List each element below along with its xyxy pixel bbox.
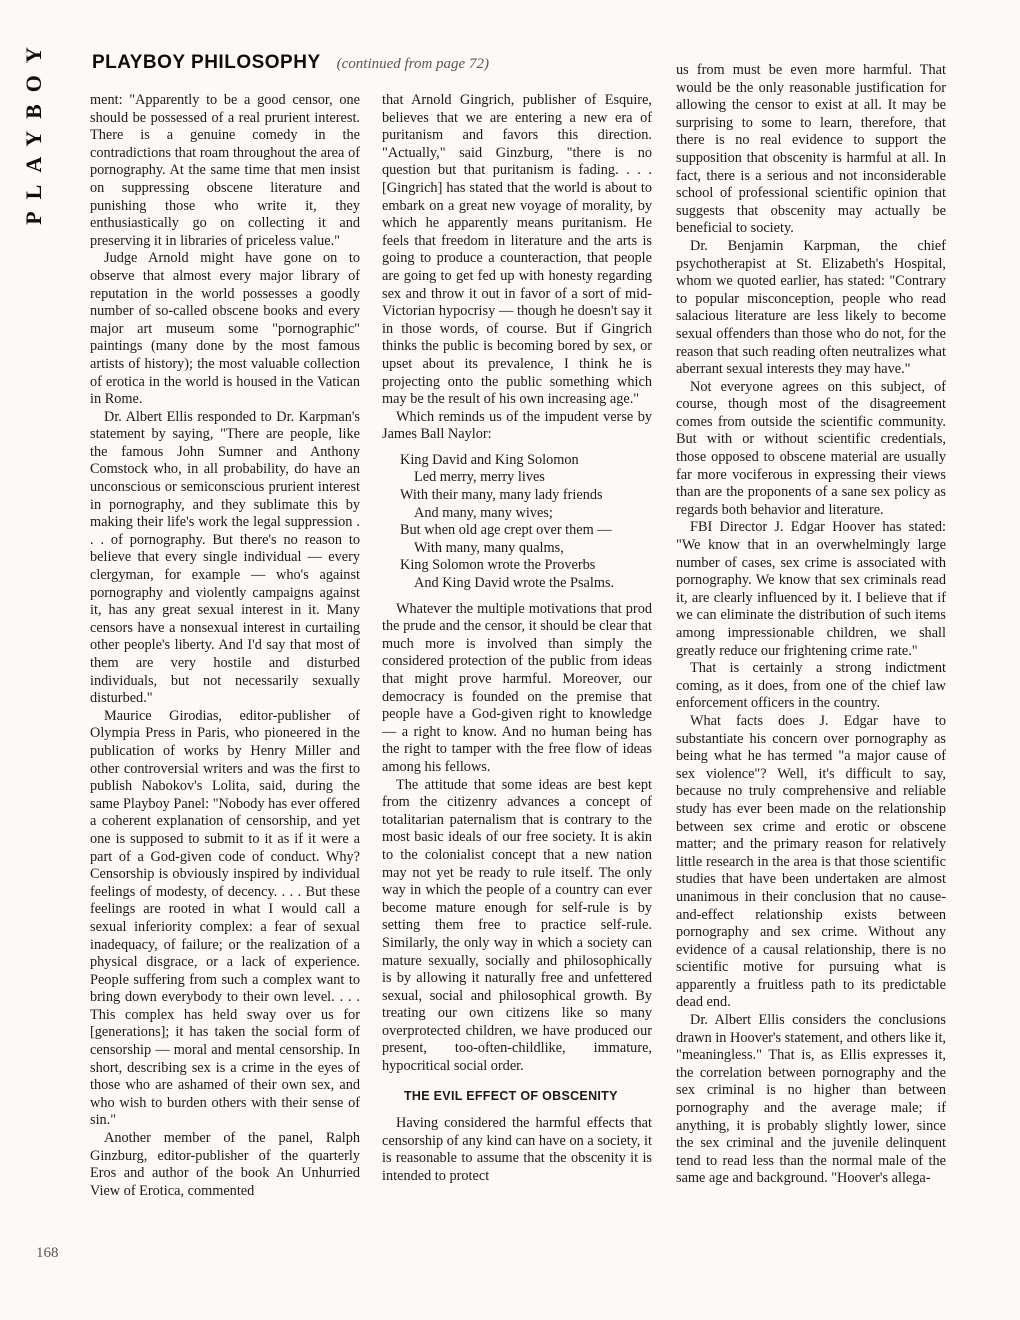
paragraph: Having considered the harmful effects that censorship of any kind can have on a society, it is reasonable to assume that the obscenity it is intended to protect xyxy=(382,1115,652,1185)
verse-line: And many, many wives; xyxy=(414,504,553,521)
paragraph: that Arnold Gingrich, publisher of Esquire, believes that we are entering a new era of puritanism and favors this direction. "Actually," said Ginzburg, "there is no question but that puritanism is fading. . . . [Gingrich] has stated that the world is about to embark on a great new voyage of morality, by which he apparently means puritanism. He feels that freedom in literature and the arts is going to produce a counteraction, that people are going to get fed up with honesty regarding sex and throw it out in favor of a sort of mid-Victorian hypocrisy — though he doesn't say it in those words, of course. But if Gingrich thinks the public is becoming bored by sex, or upset about its prevalence, I think he is projecting onto the public something which may be the result of his own increasing age." xyxy=(382,92,652,408)
paragraph: ment: "Apparently to be a good censor, one should be possessed of a real prurient interest. There is a genuine comedy in the contradictions that roam throughout the area of pornography. At the same time that men insist on suppressing obscene literature and punishing those who write it, they enthusiastically go on collecting it and preserving it in libraries of priceless value." xyxy=(90,92,360,249)
verse-line: King David and King Solomon xyxy=(400,451,579,468)
paragraph: Dr. Albert Ellis considers the conclusions drawn in Hoover's statement, and others like it, "meaningless." That is, as Ellis expresses it, the correlation between pornography and the sex criminal is no higher than between pornography and the average male; if anything, it is probably slightly lower, since the sex criminal and the juvenile delinquent tend to read less than the normal male of the same age and background. "Hoover's allega- xyxy=(676,1012,946,1187)
section-title: PLAYBOY PHILOSOPHY xyxy=(92,52,321,73)
paragraph: Dr. Albert Ellis responded to Dr. Karpman's statement by saying, "There are people, like the famous John Sumner and Anthony Comstock who, in all probability, do have an unconscious or semiconscious prurient interest in pornography, and they sublimate this by making their life's work the legal suppression . . . of pornography. But there's no reason to believe that every single individual — every clergyman, for example — who's against pornography and violently campaigns against it, has any great sexual interest in it. Many censors have a nonsexual interest in curtailing other people's liberty. And I'd say that most of them are very hostile and disturbed individuals, but not necessarily sexually disturbed." xyxy=(90,408,360,707)
verse-block xyxy=(400,452,652,593)
continuation-note: (continued from page 72) xyxy=(336,56,489,72)
vertical-magazine-logo: PLAYBOY xyxy=(21,35,47,225)
verse-line: With their many, many lady friends xyxy=(400,487,603,504)
page-header xyxy=(92,52,500,80)
section-subheading: THE EVIL EFFECT OF OBSCENITY xyxy=(404,1088,618,1103)
paragraph: Maurice Girodias, editor-publisher of Olympia Press in Paris, who pioneered in the publication of works by Henry Miller and other controversial writers and was the first to publish Nabokov's Lolita, said, during the same Playboy Panel: "Nobody has ever offered a coherent explanation of censorship, and yet one is supposed to submit to it as if it were a part of a God-given code of conduct. Why? Censorship is obviously inspired by individual feelings of modesty, of decency. . . . But these feelings are rooted in what I would call a sexual inferiority complex: a fear of sexual inadequacy, of failure; or the realization of a physical disgrace, or a lack of experience. People suffering from such a complex want to bring down everybody to their own level. . . . This complex has held sway over us for [generations]; it has taken the social form of censorship — moral and mental censorship. In short, describing sex is a crime in the eyes of those who are ashamed of their own sex, and who wish to burden others with their sense of sin." xyxy=(90,707,360,1129)
verse-line: King Solomon wrote the Proverbs xyxy=(400,557,596,574)
text-column-1 xyxy=(90,92,360,1277)
text-column-3 xyxy=(676,62,946,1277)
verse-line: And King David wrote the Psalms. xyxy=(414,575,615,592)
verse-line: But when old age crept over them — xyxy=(400,522,612,539)
paragraph: The attitude that some ideas are best kept from the citizenry advances a concept of totalitarian paternalism that is contrary to the most basic ideals of our free society. It is akin to the colonialist concept that a new nation may not yet be ready to rule itself. The only way in which the people of a country can ever become mature enough for self-rule is by setting them free to practice self-rule. Similarly, the only way in which a society can mature sexually, socially and philosophically is by allowing it naturally free and unfettered sexual, social and philosophical growth. By treating our own citizens like so many overprotected children, we have produced our present, too-often-childlike, immature, hypocritical social order. xyxy=(382,776,652,1075)
paragraph: Not everyone agrees on this subject, of course, though most of the disagreement comes from outside the scientific community. But with or without scientific credentials, those opposed to obscene material are usually far more vociferous in expressing their views than are the proponents of a sane sex policy as regards both behavior and literature. xyxy=(676,378,946,518)
paragraph: us from must be even more harmful. That would be the only reasonable justification for allowing the censor to exist at all. It may be surprising to some to learn, therefore, that there is no real evidence to support the supposition that obscenity is harmful at all. In fact, there is a serious and not inconsiderable school of professional scientific opinion that suggests that obscenity may actually be beneficial to society. xyxy=(676,62,946,237)
paragraph: FBI Director J. Edgar Hoover has stated: "We know that in an overwhelmingly large number of cases, sex crime is associated with pornography. We know that sex criminals read it, are clearly influenced by it. I believe that if we can eliminate the distribution of such items among impressionable children, we shall greatly reduce our frightening crime rate." xyxy=(676,519,946,659)
paragraph: Another member of the panel, Ralph Ginzburg, editor-publisher of the quarterly Eros and author of the book An Unhurried View of Erotica, commented xyxy=(90,1130,360,1199)
paragraph: What facts does J. Edgar have to substantiate his concern over pornography as being what he has termed "a major cause of sex violence"? Well, it's difficult to say, because no truly comprehensive and reliable study has ever been made on the relationship between sex crime and erotic or obscene matter; and the primary reason for relatively little research in the area is that those scientific studies that have been undertaken are almost unanimous in their conclusion that no cause-and-effect relationship exists between pornography and sex crime. Without any evidence of a causal relationship, there is no scientific motive for pursuing what is apparently a fruitless path to its predictable dead end. xyxy=(676,712,946,1011)
paragraph: That is certainly a strong indictment coming, as it does, from one of the chief law enforcement officers in the country. xyxy=(676,660,946,712)
text-column-2 xyxy=(382,92,652,1277)
verse-line: With many, many qualms, xyxy=(414,539,564,556)
paragraph: Dr. Benjamin Karpman, the chief psychotherapist at St. Elizabeth's Hospital, whom we quoted earlier, has stated: "Contrary to popular misconception, people who read salacious literature are less likely to become sexual offenders than those who do not, for the reason that such reading often neutralizes what aberrant sexual interests they may have." xyxy=(676,237,946,378)
verse-line: Led merry, merry lives xyxy=(414,469,545,486)
paragraph: Judge Arnold might have gone on to observe that almost every major library of reputation in the world possesses a goodly number of so-called obscene books and every major art museum some "pornographic" paintings (many done by the most famous artists of history); the most valuable collection of erotica in the world is housed in the Vatican in Rome. xyxy=(90,250,360,408)
paragraph: Whatever the multiple motivations that prod the prude and the censor, it should be clear that much more is involved than simply the considered protection of the public from ideas that might prove harmful. Moreover, our democracy is founded on the premise that people have a God-given right to knowledge — a right to know. And no human being has the right to tamper with the free flow of ideas among his fellows. xyxy=(382,600,652,775)
paragraph: Which reminds us of the impudent verse by James Ball Naylor: xyxy=(382,408,652,443)
page-number: 168 xyxy=(36,1245,59,1261)
